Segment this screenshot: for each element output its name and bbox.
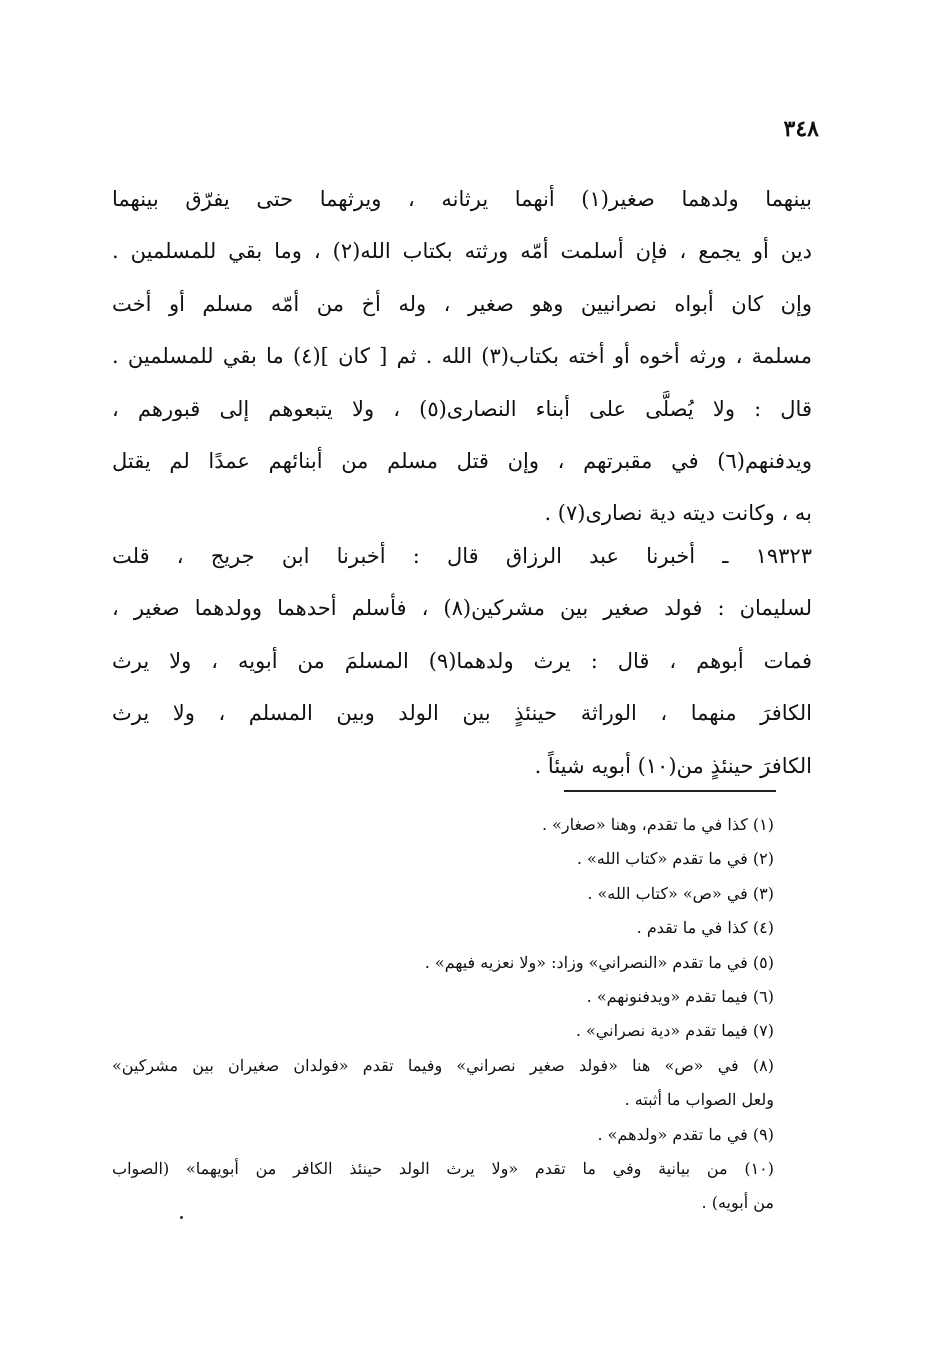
footnote: (٥) في ما تقدم «النصراني» وزاد: «ولا نعزيه فيهم» . [424, 952, 774, 972]
footnote-separator [564, 790, 776, 792]
footnote-continuation: من أبويه) . [701, 1193, 774, 1213]
footnote-continuation: ولعل الصواب ما أثبته . [624, 1090, 774, 1110]
footnote: (٢) في ما تقدم «كتاب الله» . [576, 849, 774, 869]
footnote: (٦) فيما تقدم «ويدفنونهم» . [586, 986, 774, 1006]
text-line: قال : ولا يُصلَّى على أبناء النصارى(٥) ، ولا يتبعوهم إلى قبورهم ، [112, 396, 812, 421]
paragraph-1 [112, 173, 812, 540]
footnote: (٣) في «ص» «كتاب الله» . [587, 883, 774, 903]
footnote: (١) كذا في ما تقدم، وهنا «صغار» . [541, 815, 774, 834]
text-line: الكافرَ منهما ، الوراثة حينئذٍ بين الولد وبين المسلم ، ولا يرث [112, 701, 812, 726]
footnotes [112, 808, 814, 1221]
text-line: الكافرَ حينئذٍ من(١٠) أبويه شيئاً . [534, 753, 812, 778]
text-line: مسلمة ، ورثه أخوه أو أخته بكتاب(٣) الله . ثم [ كان ](٤) ما بقي للمسلمين . [112, 344, 812, 369]
stray-mark [180, 1216, 183, 1219]
text-line: وإن كان أبواه نصرانيين وهو صغير ، وله أخ من أمّه مسلم أو أخت [112, 291, 812, 316]
footnote: (٤) كذا في ما تقدم . [636, 918, 774, 938]
text-line: بينهما ولدهما صغير(١) أنهما يرثانه ، ويرثهما حتى يفرّق بينهما [112, 187, 812, 211]
text-line: لسليمان : فولد صغير بين مشركين(٨) ، فأسلم أحدهما وولدهما صغير ، [112, 596, 812, 621]
text-line: ١٩٣٢٣ ـ أخبرنا عبد الرزاق قال : أخبرنا ابن جريج ، قلت [112, 544, 812, 568]
page-number: ٣٤٨ [783, 116, 819, 142]
footnote: (١٠) من بيانية وفي ما تقدم «ولا يرث الولد حينئذ الكافر من أبويهما» (الصواب [112, 1158, 775, 1178]
text-line: دين أو يجمع ، فإن أسلمت أمّه ورثته بكتاب الله(٢) ، وما بقي للمسلمين . [112, 239, 812, 264]
text-line: ويدفنهم(٦) في مقبرتهم ، وإن قتل مسلم من أبنائهم عمدًا لم يقتل [112, 448, 812, 473]
text-line: به ، وكانت ديته دية نصارى(٧) . [544, 501, 812, 526]
footnote: (٩) في ما تقدم «ولدهم» . [597, 1124, 774, 1144]
paragraph-2 [112, 530, 812, 792]
text-line: فمات أبوهم ، قال : يرث ولدهما(٩) المسلمَ من أبويه ، ولا يرث [112, 648, 812, 673]
footnote: (٧) فيما تقدم «دية نصراني» . [575, 1021, 774, 1041]
footnote: (٨) في «ص» هنا «فولد صغير نصراني» وفيما تقدم «فولدان صغيران بين مشركين» [112, 1055, 774, 1075]
